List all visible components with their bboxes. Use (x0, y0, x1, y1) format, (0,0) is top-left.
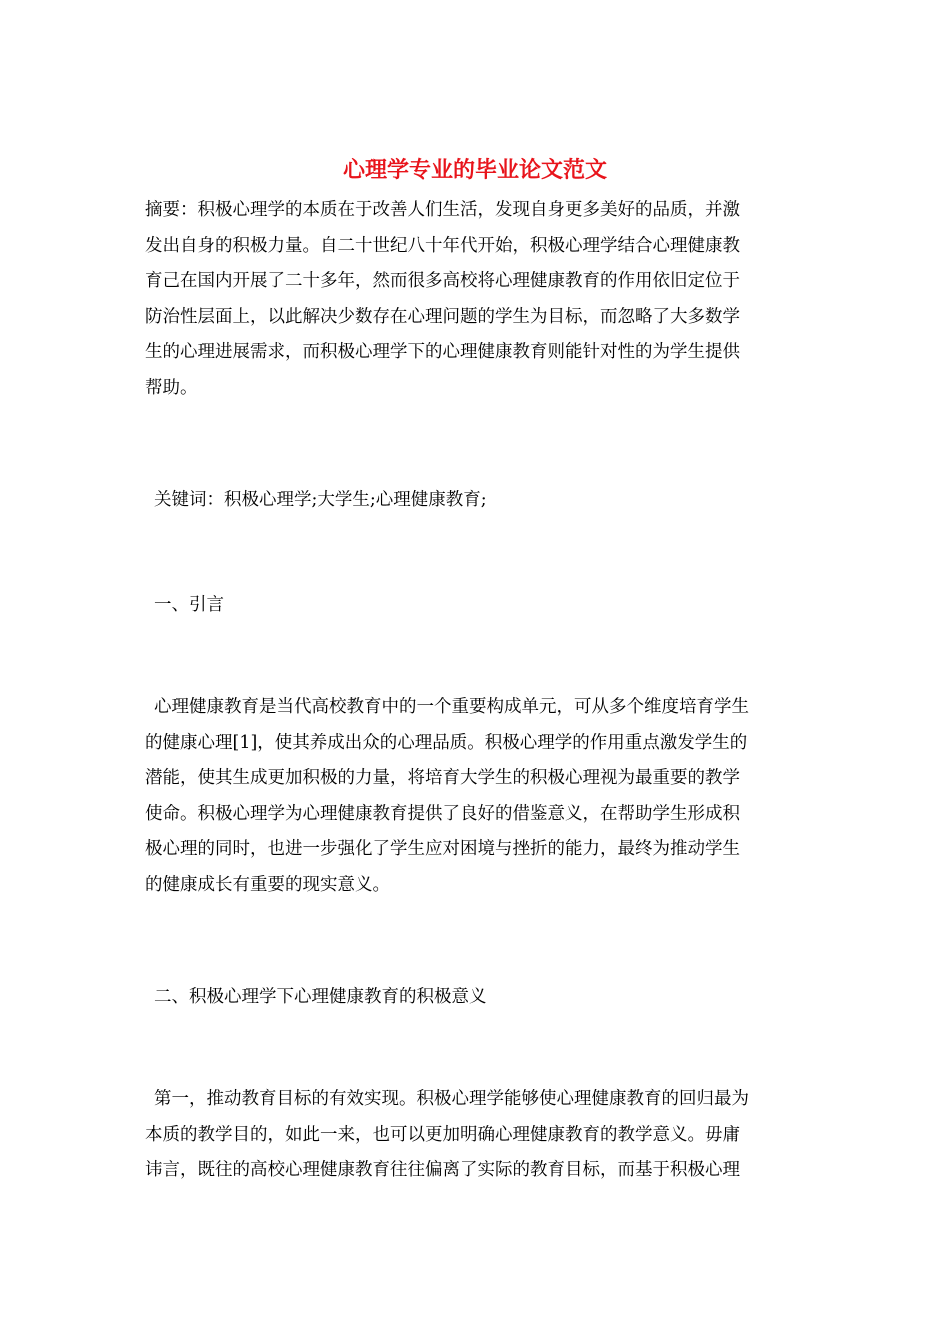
section1-heading (145, 588, 810, 624)
section-heading: 一、引言 (154, 595, 224, 615)
body-line: 的健康心理[1]，使其养成出众的心理品质。积极心理学的作用重点激发学生的 (145, 732, 748, 753)
body-line: 潜能，使其生成更加积极的力量，将培育大学生的积极心理视为最重要的教学 (145, 768, 740, 788)
abstract-line: 育己在国内开展了二十多年，然而很多高校将心理健康教育的作用依旧定位于 (145, 271, 740, 291)
abstract-line: 防治性层面上，以此解决少数存在心理问题的学生为目标，而忽略了大多数学 (145, 306, 740, 327)
body-line: 极心理的同时，也进一步强化了学生应对困境与挫折的能力，最终为推动学生 (145, 839, 740, 859)
body-line: 使命。积极心理学为心理健康教育提供了良好的借鉴意义，在帮助学生形成积 (145, 803, 740, 824)
section2-heading (145, 980, 810, 1016)
abstract-line: 生的心理进展需求，而积极心理学下的心理健康教育则能针对性的为学生提供 (145, 342, 740, 362)
section2-paragraph (145, 1082, 810, 1189)
document-title: 心理学专业的毕业论文范文 (342, 157, 607, 183)
keywords-line: 关键词：积极心理学;大学生;心理健康教育; (154, 490, 487, 510)
section-heading: 二、积极心理学下心理健康教育的积极意义 (154, 987, 487, 1007)
abstract-paragraph (145, 193, 810, 406)
keywords-paragraph (145, 483, 810, 519)
body-line: 本质的教学目的，如此一来，也可以更加明确心理健康教育的教学意义。毋庸 (145, 1124, 740, 1145)
abstract-line: 帮助。 (145, 377, 198, 398)
section1-paragraph (145, 690, 810, 903)
body-line: 讳言，既往的高校心理健康教育往往偏离了实际的教育目标，而基于积极心理 (145, 1160, 740, 1180)
body-line: 第一，推动教育目标的有效实现。积极心理学能够使心理健康教育的回归最为 (154, 1089, 749, 1109)
abstract-line: 摘要：积极心理学的本质在于改善人们生活，发现自身更多美好的品质，并激 (145, 200, 740, 220)
body-line: 的健康成长有重要的现实意义。 (145, 874, 390, 895)
body-line: 心理健康教育是当代高校教育中的一个重要构成单元，可从多个维度培育学生 (154, 697, 749, 717)
abstract-line: 发出自身的积极力量。自二十世纪八十年代开始，积极心理学结合心理健康教 (145, 235, 740, 256)
